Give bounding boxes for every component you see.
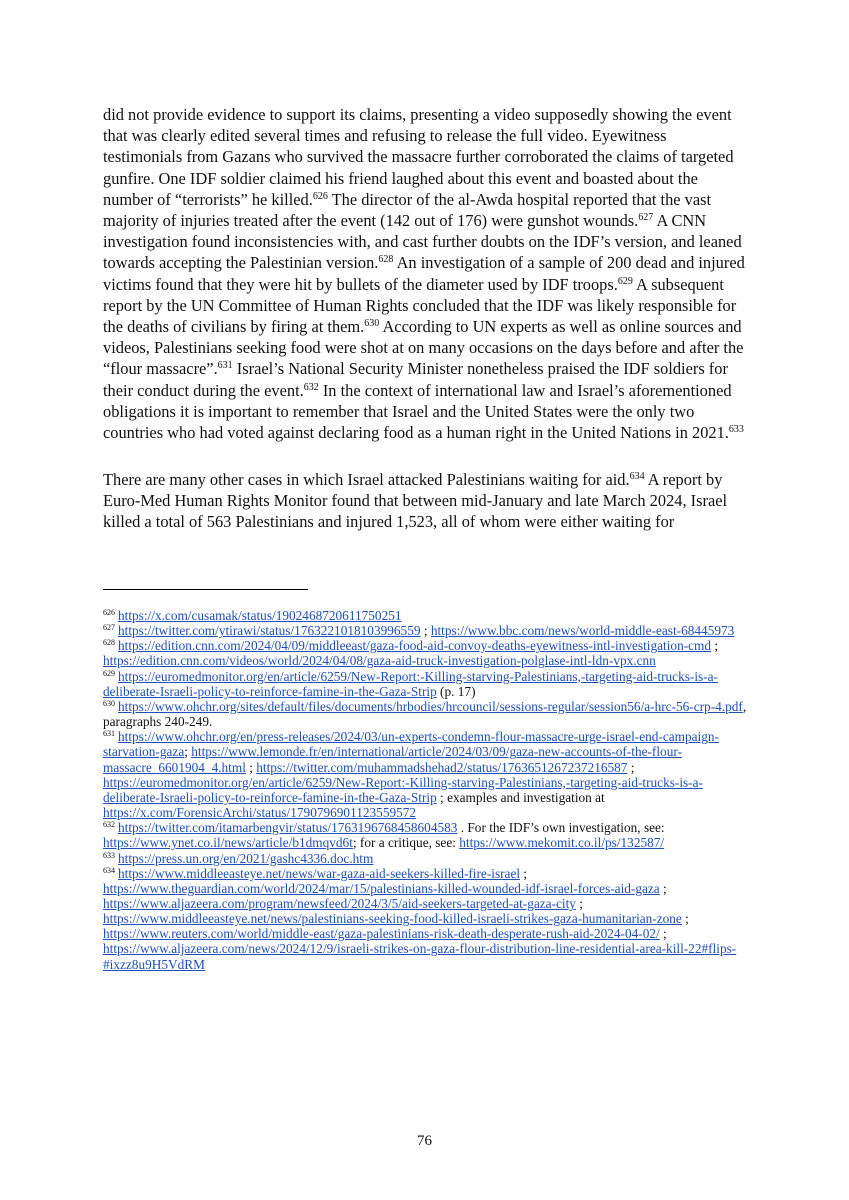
footnote-text: ; [184,744,192,760]
footnote-number: 634 [103,865,115,875]
footnote-link[interactable]: https://www.reuters.com/world/middle-east/gaza-palestinians-risk-death-desperate-rush-aid-2024-04-02/ [103,926,660,942]
footnote-link[interactable]: https://edition.cnn.com/2024/04/09/middleeast/gaza-food-aid-convoy-deaths-eyewitness-intl-investigation-cmd [118,638,712,654]
footnote-text: ; [627,759,635,775]
footnote-ref-626[interactable]: 626 [312,190,328,202]
footnote-ref-627[interactable]: 627 [638,212,654,224]
footnote-link[interactable]: https://twitter.com/muhammadshehad2/status/1763651267237216587 [256,759,628,775]
footnote-number: 633 [103,850,115,860]
footnote-number: 628 [103,638,115,648]
footnote-separator [103,589,308,590]
footnote-632 [103,820,748,850]
footnote-626 [103,608,748,623]
footnote-link[interactable]: https://www.mekomit.co.il/ps/132587/ [459,835,665,851]
footnote-ref-630[interactable]: 630 [364,318,380,330]
footnote-link[interactable]: https://www.middleeasteye.net/news/war-gaza-aid-seekers-killed-fire-israel [118,865,521,881]
footnote-link[interactable]: https://www.aljazeera.com/news/2024/12/9/israeli-strikes-on-gaza-flour-distribution-line-residential-area-kill-22#flips-#ixzz8u9H5VdRM [103,941,737,972]
footnote-link[interactable]: https://x.com/ForensicArchi/status/1790796901123559572 [103,805,417,821]
footnote-number: 630 [103,698,115,708]
footnote-text: ; [711,638,719,654]
footnote-link[interactable]: https://x.com/cusamak/status/1902468720611750251 [118,608,402,623]
footnote-text: ; [420,623,431,639]
footnote-627 [103,623,748,638]
footnote-text: ; for a critique, see: [352,835,460,851]
footnote-link[interactable]: https://www.middleeasteye.net/news/palestinians-seeking-food-killed-israeli-strikes-gaza-humanitarian-zone [103,911,682,927]
footnote-text: ; [659,926,667,942]
footnote-633 [103,851,748,866]
footnote-text: ; [659,880,667,896]
footnote-number: 631 [103,729,115,739]
footnote-link[interactable]: https://www.ohchr.org/en/press-releases/2024/03/un-experts-condemn-flour-massacre-urge-israel-end-campaign-starvation-gaza [103,729,719,760]
footnote-630 [103,699,748,729]
footnote-text: ; [520,865,528,881]
footnote-link[interactable]: https://www.theguardian.com/world/2024/mar/15/palestinians-killed-wounded-idf-israel-forces-aid-gaza [103,880,660,896]
footnote-629 [103,669,748,699]
footnote-ref-628[interactable]: 628 [378,254,394,266]
footnote-text: , paragraphs 240-249. [103,698,747,730]
footnote-link[interactable]: https://www.bbc.com/news/world-middle-east-68445973 [430,623,735,639]
footnote-number: 632 [103,820,115,830]
footnote-ref-631[interactable]: 631 [217,360,233,372]
footnote-631 [103,729,748,820]
footnote-number: 629 [103,668,115,678]
footnote-link[interactable]: https://twitter.com/ytirawi/status/1763221018103996559 [118,623,421,639]
footnote-ref-633[interactable]: 633 [728,424,744,436]
footnote-text: ; [681,911,689,927]
footnote-text: ; [245,759,257,775]
footnote-ref-629[interactable]: 629 [617,275,633,287]
footnote-number: 626 [103,608,115,617]
footnote-628 [103,638,748,668]
footnote-link[interactable]: https://press.un.org/en/2021/gashc4336.doc.htm [118,850,374,866]
footnotes-section [103,608,748,972]
body-paragraph-1: did not provide evidence to support its claims, presenting a video supposedly showing the event that was clearly edited several times and refusing to release the full video. Eyewitness testimonials from Gazans who survived the massacre further corroborated the claims of targeted gunfire. One IDF soldier claimed his friend laughed about this event and boasted about the number of “terrorists” he killed.$^{626}$ The director of the al-Awda hospital reported that the vast majority of injuries treated after the event (142 out of 176) were gunshot wounds.$^{627}$ A CNN investigation found inconsistencies with, and cast further doubts on the IDF’s version, and leaned towards accepting the Palestinian version.$^{628}$ An investigation of a sample of 200 dead and injured victims found that they were hit by bullets of the diameter used by IDF troops.$^{629}$ A subsequent report by the UN Committee of Human Rights concluded that the IDF was likely responsible for the deaths of civilians by firing at them.$^{630}$ According to UN experts as well as online sources and videos, Palestinians seeking food were shot at on many occasions on the days before and after the “flour massacre”.$^{631}$ Israel’s National Security Minister nonetheless praised the IDF soldiers for their conduct during the event.$^{632}$ In the context of international law and Israel’s aforementioned obligations it is important to remember that Israel and the United States were the only two countries who had voted against declaring food as a human right in the United Nations in 2021.$^{633}$ [103,105,745,443]
footnote-link[interactable]: https://www.lemonde.fr/en/international/article/2024/03/09/gaza-new-accounts-of-the-flour-massacre_6601904_4.html [103,744,682,775]
footnote-link[interactable]: https://euromedmonitor.org/en/article/6259/New-Report:-Killing-starving-Palestinians,-targeting-aid-trucks-is-a-deliberate-Israeli-policy-to-reinforce-famine-in-the-Gaza-Strip [103,774,703,805]
footnote-text: ; [575,895,583,911]
footnote-text: . For the IDF’s own investigation, see: [457,820,665,836]
footnote-link[interactable]: https://www.ynet.co.il/news/article/b1dmqvd6t [103,835,353,851]
footnote-text: (p. 17) [436,683,476,699]
footnote-number: 627 [103,623,115,633]
footnote-ref-632[interactable]: 632 [303,381,319,393]
footnote-ref-634[interactable]: 634 [629,471,645,482]
footnote-text: ; examples and investigation at [436,789,605,805]
page-number: 76 [417,1133,432,1149]
footnote-634 [103,866,748,972]
body-paragraph-2: There are many other cases in which Israel attacked Palestinians waiting for aid.$^{634}$ A report by Euro-Med Human Rights Monitor found that between mid-January and late March 2024, Israel killed a total of 563 Palestinians and injured 1,523, all of whom were either waiting for [103,470,728,532]
footnote-link[interactable]: https://euromedmonitor.org/en/article/6259/New-Report:-Killing-starving-Palestinians,-targeting-aid-trucks-is-a-deliberate-Israeli-policy-to-reinforce-famine-in-the-Gaza-Strip [103,668,718,699]
footnote-link[interactable]: https://edition.cnn.com/videos/world/2024/04/08/gaza-aid-truck-investigation-polglase-intl-ldn-vpx.cnn [103,653,656,669]
footnote-link[interactable]: https://www.aljazeera.com/program/newsfeed/2024/3/5/aid-seekers-targeted-at-gaza-city [103,895,576,911]
footnote-link[interactable]: https://twitter.com/itamarbengvir/status/1763196768458604583 [118,820,458,836]
footnote-link[interactable]: https://www.ohchr.org/sites/default/files/documents/hrbodies/hrcouncil/sessions-regular/session56/a-hrc-56-crp-4.pdf [118,698,743,714]
